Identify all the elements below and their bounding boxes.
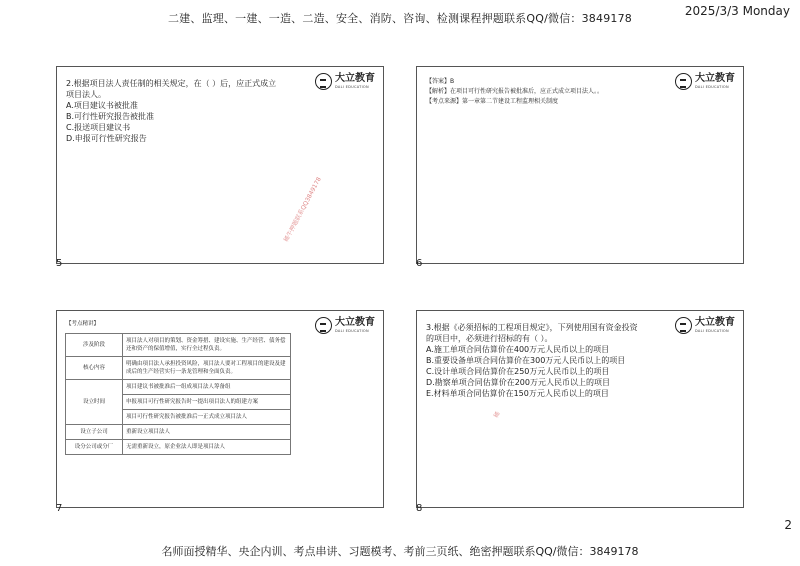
logo-en: DALI EDUCATION	[335, 84, 369, 89]
slide-number: 6	[416, 258, 423, 269]
logo	[315, 73, 375, 90]
option-d: D.勘察单项合同估算价在200万元人民币以上的项目	[426, 378, 610, 387]
slide-7	[56, 310, 384, 508]
slide-5	[56, 66, 384, 264]
slide-6	[416, 66, 744, 264]
row-key: 设分公司或分厂	[66, 440, 123, 455]
watermark: 稀牛押题联系QQ3849178	[282, 176, 323, 244]
logo	[315, 317, 375, 334]
option-b: B.重要设备单项合同估算价在300万元人民币以上的项目	[426, 356, 626, 365]
bottom-banner: 名师面授精华、央企内训、考点串讲、习题模考、考前三页纸、绝密押题联系QQ/微信：3849178	[161, 545, 639, 558]
logo-mark-icon	[315, 317, 332, 334]
logo-cn: 大立教育	[335, 72, 375, 84]
logo-en: DALI EDUCATION	[695, 328, 729, 333]
question-line: 项目法人。	[66, 90, 106, 99]
analysis-line: 【解析】在项目可行性研究报告被批准后，应正式成立项目法人。。	[426, 88, 604, 95]
option-c: C.报送项目建议书	[66, 123, 131, 132]
table-row	[66, 380, 291, 395]
question-text	[426, 322, 676, 399]
row-value: 项目建议书被批准后一组成项目法人筹备组	[123, 380, 291, 395]
row-value: 明确由项目法人承担投资风险，项目法人要对工程项目的建设及建成后的生产经营实行一条龙管理和全面负责。	[123, 357, 291, 380]
logo-cn: 大立教育	[335, 316, 375, 328]
slide-number: 8	[416, 503, 423, 514]
logo-cn: 大立教育	[695, 316, 735, 328]
question-line: 3.根据《必须招标的工程项目规定》，下列使用国有资金投资	[426, 323, 638, 332]
answer-line: 【答案】B	[426, 78, 455, 85]
section-heading: 【考点精讲】	[66, 321, 100, 327]
top-banner: 二建、监理、一建、一造、二造、安全、消防、咨询、检测课程押题联系QQ/微信：3849178	[167, 12, 632, 25]
slide-number: 7	[56, 503, 63, 514]
question-line: 2.根据项目法人责任制的相关规定，在（ ）后，应正式成立	[66, 79, 277, 88]
option-d: D.申报可行性研究报告	[66, 134, 147, 143]
logo-mark-icon	[315, 73, 332, 90]
question-line: 的项目中，必须进行招标的有（ ）。	[426, 334, 553, 343]
option-b: B.可行性研究报告被批准	[66, 112, 155, 121]
row-key: 涉及阶段	[66, 334, 123, 357]
row-value: 申报项目可行性研究报告时一提出项目法人的组建方案	[123, 395, 291, 410]
row-key: 核心内容	[66, 357, 123, 380]
logo-en: DALI EDUCATION	[695, 84, 729, 89]
option-a: A.施工单项合同估算价在400万元人民币以上的项目	[426, 345, 610, 354]
row-key: 设立时间	[66, 380, 123, 425]
row-value: 无需重新设立，原企业法人即是项目法人	[123, 440, 291, 455]
row-value: 项目可行性研究报告被批准后一正式成立项目法人	[123, 410, 291, 425]
key-points-table	[65, 333, 291, 455]
row-value: 项目法人对项目的策划、资金筹措、建设实施、生产经营、债务偿还和资产的保值增值，实行全过程负责。	[123, 334, 291, 357]
option-c: C.设计单项合同估算价在250万元人民币以上的项目	[426, 367, 610, 376]
row-value: 重新设立项目法人	[123, 425, 291, 440]
source-line: 【考点来源】第一章第二节建设工程监理相关制度	[426, 98, 559, 105]
slide-8	[416, 310, 744, 508]
date-label: 2025/3/3 Monday	[684, 4, 790, 18]
option-e: E.材料单项合同估算价在150万元人民币以上的项目	[426, 389, 609, 398]
watermark: 稀	[492, 410, 502, 420]
logo	[675, 73, 735, 90]
answer-text	[426, 77, 603, 107]
table-row	[66, 440, 291, 455]
logo-en: DALI EDUCATION	[335, 328, 369, 333]
table-row	[66, 334, 291, 357]
table-row	[66, 357, 291, 380]
logo-cn: 大立教育	[695, 72, 735, 84]
question-text	[66, 78, 316, 144]
slide-number: 5	[56, 258, 63, 269]
logo-mark-icon	[675, 317, 692, 334]
page-number: 2	[784, 518, 792, 532]
logo-mark-icon	[675, 73, 692, 90]
logo	[675, 317, 735, 334]
option-a: A.项目建议书被批准	[66, 101, 138, 110]
table-row	[66, 425, 291, 440]
row-key: 设立子公司	[66, 425, 123, 440]
